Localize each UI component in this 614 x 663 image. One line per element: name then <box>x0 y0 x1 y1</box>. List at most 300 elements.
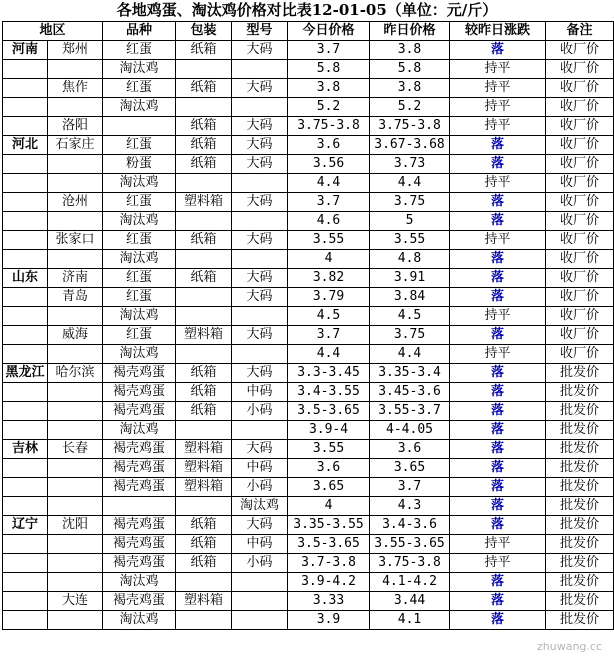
cell-yesterday: 4.4 <box>370 174 450 193</box>
cell-variety <box>103 117 176 136</box>
header-change: 较昨日涨跌 <box>450 22 546 41</box>
cell-yesterday: 4.5 <box>370 307 450 326</box>
cell-city <box>48 60 103 79</box>
cell-variety: 褐壳鸡蛋 <box>103 440 176 459</box>
cell-city: 焦作 <box>48 79 103 98</box>
table-row <box>3 497 614 516</box>
table-row <box>3 136 614 155</box>
table-row <box>3 383 614 402</box>
cell-pkg <box>176 497 232 516</box>
cell-city <box>48 383 103 402</box>
cell-note: 批发价 <box>546 592 614 611</box>
cell-size <box>232 60 288 79</box>
cell-pkg: 纸箱 <box>176 136 232 155</box>
cell-city <box>48 155 103 174</box>
table-row <box>3 307 614 326</box>
cell-today: 3.55 <box>288 440 370 459</box>
cell-change: 持平 <box>450 307 546 326</box>
cell-change: 落 <box>450 212 546 231</box>
cell-change: 落 <box>450 402 546 421</box>
cell-change: 落 <box>450 592 546 611</box>
table-row <box>3 573 614 592</box>
cell-change: 落 <box>450 611 546 630</box>
cell-yesterday: 3.55-3.7 <box>370 402 450 421</box>
cell-yesterday: 3.75 <box>370 326 450 345</box>
cell-pkg <box>176 250 232 269</box>
table-row <box>3 611 614 630</box>
cell-variety: 淘汰鸡 <box>103 421 176 440</box>
cell-change: 持平 <box>450 79 546 98</box>
cell-today: 4 <box>288 497 370 516</box>
cell-region <box>3 535 48 554</box>
cell-region <box>3 421 48 440</box>
cell-variety: 红蛋 <box>103 41 176 60</box>
cell-size: 中码 <box>232 383 288 402</box>
cell-yesterday: 3.65 <box>370 459 450 478</box>
cell-change: 落 <box>450 459 546 478</box>
cell-pkg: 纸箱 <box>176 231 232 250</box>
cell-change: 落 <box>450 364 546 383</box>
cell-change: 持平 <box>450 345 546 364</box>
table-row <box>3 155 614 174</box>
cell-region <box>3 402 48 421</box>
cell-city <box>48 554 103 573</box>
cell-region: 辽宁 <box>3 516 48 535</box>
cell-pkg <box>176 421 232 440</box>
cell-change: 落 <box>450 497 546 516</box>
cell-change: 落 <box>450 421 546 440</box>
cell-today: 3.82 <box>288 269 370 288</box>
cell-yesterday: 5.8 <box>370 60 450 79</box>
cell-city: 沈阳 <box>48 516 103 535</box>
table-row <box>3 231 614 250</box>
cell-region: 河北 <box>3 136 48 155</box>
cell-note: 收厂价 <box>546 288 614 307</box>
cell-today: 3.7 <box>288 193 370 212</box>
cell-variety: 淘汰鸡 <box>103 60 176 79</box>
cell-pkg: 纸箱 <box>176 41 232 60</box>
cell-size: 大码 <box>232 516 288 535</box>
cell-city: 济南 <box>48 269 103 288</box>
cell-today: 3.7-3.8 <box>288 554 370 573</box>
cell-size: 大码 <box>232 136 288 155</box>
cell-yesterday: 3.35-3.4 <box>370 364 450 383</box>
cell-region <box>3 288 48 307</box>
header-region: 地区 <box>3 22 103 41</box>
header-size: 型号 <box>232 22 288 41</box>
cell-region: 河南 <box>3 41 48 60</box>
cell-note: 批发价 <box>546 478 614 497</box>
cell-city: 青岛 <box>48 288 103 307</box>
cell-note: 收厂价 <box>546 117 614 136</box>
cell-note: 收厂价 <box>546 60 614 79</box>
cell-city <box>48 212 103 231</box>
cell-today: 5.2 <box>288 98 370 117</box>
cell-city <box>48 611 103 630</box>
cell-yesterday: 3.45-3.6 <box>370 383 450 402</box>
cell-region <box>3 459 48 478</box>
cell-note: 收厂价 <box>546 98 614 117</box>
cell-variety: 淘汰鸡 <box>103 212 176 231</box>
cell-today: 3.3-3.45 <box>288 364 370 383</box>
cell-pkg: 纸箱 <box>176 383 232 402</box>
cell-pkg: 纸箱 <box>176 402 232 421</box>
cell-yesterday: 4.1 <box>370 611 450 630</box>
cell-size: 大码 <box>232 193 288 212</box>
cell-yesterday: 3.55 <box>370 231 450 250</box>
cell-pkg: 纸箱 <box>176 554 232 573</box>
cell-city: 张家口 <box>48 231 103 250</box>
cell-size: 小码 <box>232 478 288 497</box>
cell-size: 大码 <box>232 117 288 136</box>
cell-yesterday: 3.91 <box>370 269 450 288</box>
cell-city <box>48 345 103 364</box>
cell-size <box>232 212 288 231</box>
cell-today: 3.7 <box>288 41 370 60</box>
cell-yesterday: 5 <box>370 212 450 231</box>
cell-change: 落 <box>450 41 546 60</box>
cell-pkg: 塑料箱 <box>176 592 232 611</box>
cell-change: 持平 <box>450 117 546 136</box>
cell-variety: 褐壳鸡蛋 <box>103 478 176 497</box>
cell-size <box>232 611 288 630</box>
cell-pkg: 纸箱 <box>176 79 232 98</box>
cell-change: 持平 <box>450 174 546 193</box>
table-row <box>3 212 614 231</box>
cell-variety: 红蛋 <box>103 193 176 212</box>
cell-region <box>3 193 48 212</box>
cell-size: 中码 <box>232 459 288 478</box>
cell-size <box>232 98 288 117</box>
cell-variety: 淘汰鸡 <box>103 174 176 193</box>
cell-pkg: 纸箱 <box>176 155 232 174</box>
cell-variety: 淘汰鸡 <box>103 307 176 326</box>
cell-today: 3.5-3.65 <box>288 535 370 554</box>
cell-yesterday: 3.75-3.8 <box>370 554 450 573</box>
cell-region <box>3 307 48 326</box>
cell-variety: 红蛋 <box>103 288 176 307</box>
cell-region <box>3 497 48 516</box>
cell-yesterday: 4.8 <box>370 250 450 269</box>
cell-today: 3.4-3.55 <box>288 383 370 402</box>
cell-size <box>232 250 288 269</box>
cell-size: 大码 <box>232 79 288 98</box>
cell-today: 3.65 <box>288 478 370 497</box>
cell-today: 4.4 <box>288 174 370 193</box>
cell-today: 3.7 <box>288 326 370 345</box>
cell-today: 3.56 <box>288 155 370 174</box>
cell-city <box>48 174 103 193</box>
cell-note: 批发价 <box>546 440 614 459</box>
cell-note: 批发价 <box>546 554 614 573</box>
cell-pkg <box>176 307 232 326</box>
cell-today: 3.9-4 <box>288 421 370 440</box>
table-row <box>3 174 614 193</box>
cell-variety: 褐壳鸡蛋 <box>103 459 176 478</box>
cell-region: 黑龙江 <box>3 364 48 383</box>
table-row <box>3 288 614 307</box>
cell-note: 收厂价 <box>546 326 614 345</box>
cell-yesterday: 3.6 <box>370 440 450 459</box>
cell-region <box>3 212 48 231</box>
cell-variety: 红蛋 <box>103 269 176 288</box>
cell-size <box>232 174 288 193</box>
cell-yesterday: 3.67-3.68 <box>370 136 450 155</box>
cell-size: 大码 <box>232 364 288 383</box>
cell-pkg <box>176 60 232 79</box>
cell-change: 落 <box>450 573 546 592</box>
cell-size: 淘汰鸡 <box>232 497 288 516</box>
cell-note: 收厂价 <box>546 193 614 212</box>
cell-yesterday: 5.2 <box>370 98 450 117</box>
cell-note: 收厂价 <box>546 307 614 326</box>
table-row <box>3 459 614 478</box>
cell-note: 批发价 <box>546 459 614 478</box>
cell-today: 3.75-3.8 <box>288 117 370 136</box>
cell-size: 中码 <box>232 535 288 554</box>
cell-variety: 淘汰鸡 <box>103 250 176 269</box>
cell-size: 大码 <box>232 326 288 345</box>
cell-size: 大码 <box>232 231 288 250</box>
cell-note: 批发价 <box>546 611 614 630</box>
cell-size <box>232 592 288 611</box>
cell-city: 石家庄 <box>48 136 103 155</box>
cell-change: 落 <box>450 383 546 402</box>
cell-city: 沧州 <box>48 193 103 212</box>
cell-change: 落 <box>450 440 546 459</box>
cell-today: 4 <box>288 250 370 269</box>
cell-change: 落 <box>450 250 546 269</box>
cell-note: 批发价 <box>546 497 614 516</box>
cell-city <box>48 402 103 421</box>
table-row <box>3 554 614 573</box>
table-title: 各地鸡蛋、淘汰鸡价格对比表12-01-05（单位：元/斤） <box>116 1 498 19</box>
cell-note: 批发价 <box>546 535 614 554</box>
cell-change: 落 <box>450 326 546 345</box>
cell-yesterday: 3.55-3.65 <box>370 535 450 554</box>
table-row <box>3 364 614 383</box>
cell-variety: 褐壳鸡蛋 <box>103 554 176 573</box>
cell-region <box>3 231 48 250</box>
cell-size: 大码 <box>232 288 288 307</box>
cell-change: 落 <box>450 269 546 288</box>
cell-note: 收厂价 <box>546 174 614 193</box>
cell-pkg <box>176 288 232 307</box>
cell-pkg <box>176 98 232 117</box>
cell-yesterday: 4-4.05 <box>370 421 450 440</box>
cell-today: 3.35-3.55 <box>288 516 370 535</box>
cell-change: 持平 <box>450 231 546 250</box>
cell-size: 小码 <box>232 402 288 421</box>
cell-pkg: 纸箱 <box>176 535 232 554</box>
cell-note: 批发价 <box>546 402 614 421</box>
cell-variety: 淘汰鸡 <box>103 573 176 592</box>
cell-city <box>48 497 103 516</box>
cell-city <box>48 535 103 554</box>
cell-today: 3.6 <box>288 459 370 478</box>
cell-pkg: 纸箱 <box>176 269 232 288</box>
cell-city <box>48 573 103 592</box>
cell-note: 收厂价 <box>546 250 614 269</box>
cell-size: 大码 <box>232 41 288 60</box>
cell-city: 哈尔滨 <box>48 364 103 383</box>
cell-size <box>232 345 288 364</box>
cell-size: 大码 <box>232 440 288 459</box>
cell-yesterday: 3.8 <box>370 79 450 98</box>
cell-note: 批发价 <box>546 364 614 383</box>
cell-today: 4.5 <box>288 307 370 326</box>
cell-note: 收厂价 <box>546 345 614 364</box>
cell-city: 郑州 <box>48 41 103 60</box>
cell-note: 批发价 <box>546 573 614 592</box>
table-row <box>3 592 614 611</box>
header-yesterday-price: 昨日价格 <box>370 22 450 41</box>
cell-region <box>3 573 48 592</box>
cell-note: 收厂价 <box>546 41 614 60</box>
cell-note: 收厂价 <box>546 269 614 288</box>
cell-note: 收厂价 <box>546 136 614 155</box>
cell-yesterday: 3.8 <box>370 41 450 60</box>
header-package: 包装 <box>176 22 232 41</box>
cell-region <box>3 79 48 98</box>
cell-pkg: 纸箱 <box>176 364 232 383</box>
table-row <box>3 478 614 497</box>
cell-change: 持平 <box>450 535 546 554</box>
cell-change: 持平 <box>450 60 546 79</box>
cell-size <box>232 573 288 592</box>
cell-city <box>48 459 103 478</box>
cell-yesterday: 4.3 <box>370 497 450 516</box>
table-row <box>3 41 614 60</box>
cell-variety: 粉蛋 <box>103 155 176 174</box>
cell-today: 3.9 <box>288 611 370 630</box>
cell-variety: 褐壳鸡蛋 <box>103 364 176 383</box>
cell-yesterday: 3.44 <box>370 592 450 611</box>
cell-city: 大连 <box>48 592 103 611</box>
cell-today: 3.79 <box>288 288 370 307</box>
table-row <box>3 60 614 79</box>
table-row <box>3 269 614 288</box>
cell-size <box>232 307 288 326</box>
cell-region <box>3 611 48 630</box>
cell-size: 大码 <box>232 155 288 174</box>
cell-region <box>3 117 48 136</box>
cell-yesterday: 3.73 <box>370 155 450 174</box>
header-row <box>3 22 614 41</box>
cell-pkg: 塑料箱 <box>176 440 232 459</box>
cell-city <box>48 307 103 326</box>
cell-change: 落 <box>450 516 546 535</box>
cell-city: 洛阳 <box>48 117 103 136</box>
cell-today: 4.6 <box>288 212 370 231</box>
cell-today: 5.8 <box>288 60 370 79</box>
cell-pkg <box>176 573 232 592</box>
cell-pkg <box>176 611 232 630</box>
table-row <box>3 193 614 212</box>
cell-region: 吉林 <box>3 440 48 459</box>
cell-pkg <box>176 345 232 364</box>
cell-today: 3.5-3.65 <box>288 402 370 421</box>
table-row <box>3 345 614 364</box>
cell-note: 批发价 <box>546 383 614 402</box>
cell-size <box>232 421 288 440</box>
cell-size: 大码 <box>232 269 288 288</box>
header-variety: 品种 <box>103 22 176 41</box>
cell-change: 持平 <box>450 98 546 117</box>
cell-today: 3.6 <box>288 136 370 155</box>
cell-variety: 淘汰鸡 <box>103 611 176 630</box>
price-table <box>2 21 614 630</box>
cell-variety: 褐壳鸡蛋 <box>103 592 176 611</box>
cell-change: 落 <box>450 193 546 212</box>
cell-variety: 红蛋 <box>103 326 176 345</box>
table-row <box>3 117 614 136</box>
cell-size: 小码 <box>232 554 288 573</box>
cell-today: 3.8 <box>288 79 370 98</box>
table-row <box>3 98 614 117</box>
cell-today: 3.55 <box>288 231 370 250</box>
table-row <box>3 535 614 554</box>
cell-yesterday: 3.84 <box>370 288 450 307</box>
cell-change: 落 <box>450 136 546 155</box>
cell-city <box>48 421 103 440</box>
cell-change: 落 <box>450 478 546 497</box>
cell-note: 收厂价 <box>546 79 614 98</box>
cell-variety: 褐壳鸡蛋 <box>103 516 176 535</box>
cell-today: 3.9-4.2 <box>288 573 370 592</box>
cell-today: 3.33 <box>288 592 370 611</box>
cell-region <box>3 478 48 497</box>
cell-city <box>48 478 103 497</box>
cell-pkg: 塑料箱 <box>176 459 232 478</box>
table-row <box>3 326 614 345</box>
cell-region <box>3 554 48 573</box>
cell-change: 持平 <box>450 554 546 573</box>
table-row <box>3 402 614 421</box>
cell-pkg: 纸箱 <box>176 516 232 535</box>
cell-variety: 淘汰鸡 <box>103 345 176 364</box>
cell-variety: 褐壳鸡蛋 <box>103 383 176 402</box>
cell-yesterday: 4.1-4.2 <box>370 573 450 592</box>
cell-city: 长春 <box>48 440 103 459</box>
cell-pkg <box>176 174 232 193</box>
header-note: 备注 <box>546 22 614 41</box>
cell-yesterday: 3.7 <box>370 478 450 497</box>
cell-note: 收厂价 <box>546 231 614 250</box>
table-row <box>3 250 614 269</box>
header-today-price: 今日价格 <box>288 22 370 41</box>
cell-region <box>3 250 48 269</box>
watermark-text: zhuwang.cc <box>536 640 602 653</box>
cell-note: 批发价 <box>546 421 614 440</box>
cell-yesterday: 3.75 <box>370 193 450 212</box>
cell-region <box>3 174 48 193</box>
cell-note: 收厂价 <box>546 212 614 231</box>
cell-note: 收厂价 <box>546 155 614 174</box>
cell-variety: 红蛋 <box>103 79 176 98</box>
table-row <box>3 440 614 459</box>
table-row <box>3 516 614 535</box>
cell-region <box>3 592 48 611</box>
table-body <box>3 41 614 630</box>
cell-variety: 淘汰鸡 <box>103 98 176 117</box>
cell-yesterday: 3.4-3.6 <box>370 516 450 535</box>
cell-pkg: 塑料箱 <box>176 326 232 345</box>
cell-pkg: 塑料箱 <box>176 193 232 212</box>
cell-today: 4.4 <box>288 345 370 364</box>
cell-region <box>3 98 48 117</box>
cell-yesterday: 4.4 <box>370 345 450 364</box>
